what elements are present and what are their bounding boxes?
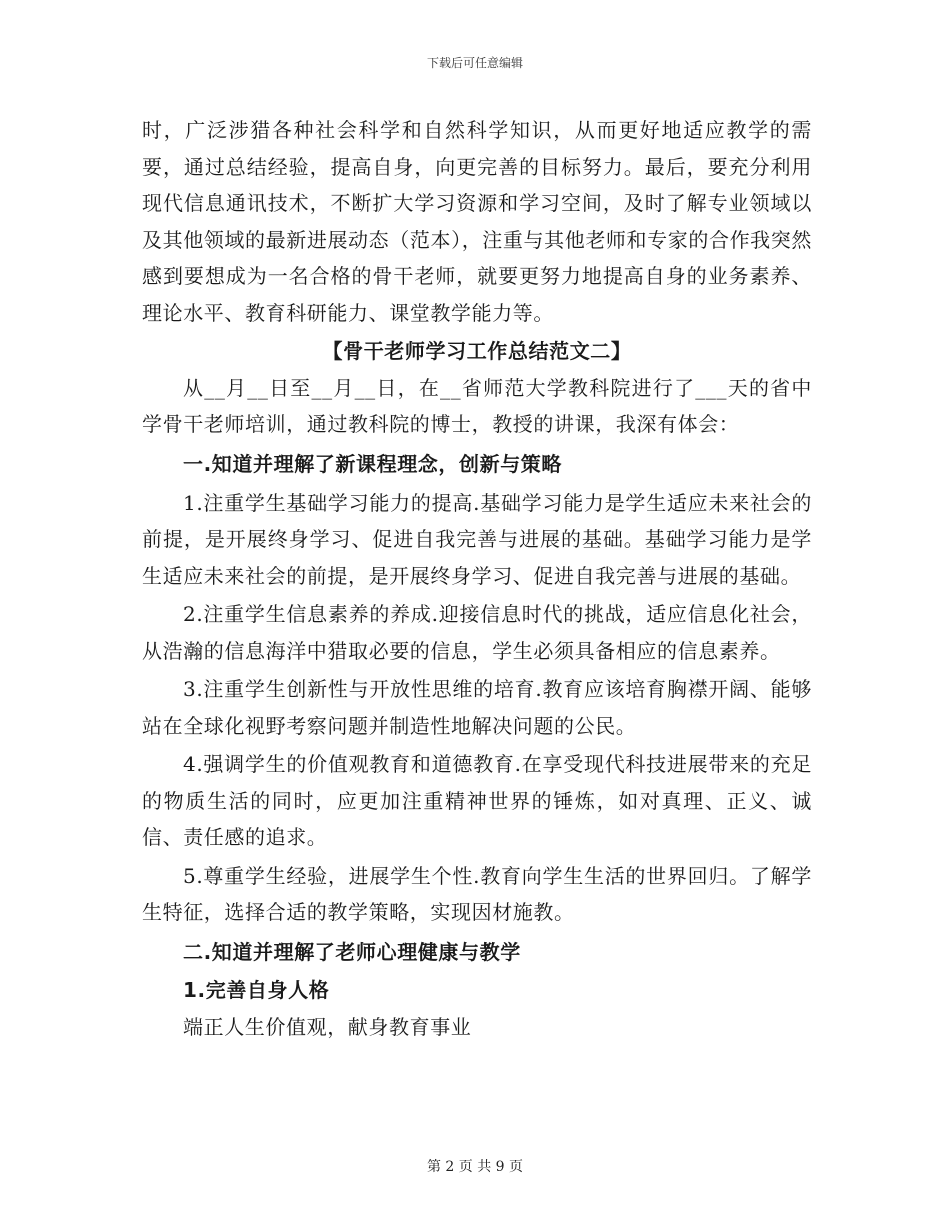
opening-paragraph: 从__月__日至__月__日，在__省师范大学教科院进行了___天的省中学骨干老师培训，通过教科院的博士，教授的讲课，我深有体会：: [142, 375, 812, 436]
last-paragraph: 端正人生价值观，献身教育事业: [183, 1014, 472, 1039]
document-body: [142, 112, 812, 1045]
list-item: 5.尊重学生经验，进展学生个性.教育向学生生活的世界回归。了解学生特征，选择合适的教学策略，实现因材施教。: [142, 863, 812, 924]
list-item: 1.注重学生基础学习能力的提高.基础学习能力是学生适应未来社会的前提，是开展终身学习、促进自我完善与进展的基础。基础学习能力是学生适应未来社会的前提，是开展终身学习、促进自我完善与进展的基础。: [142, 490, 812, 588]
subheading-one: 1.完善自身人格: [183, 977, 330, 1002]
intro-paragraph: 时，广泛涉猎各种社会科学和自然科学知识，从而更好地适应教学的需要，通过总结经验，提高自身，向更完善的目标努力。最后，要充分利用现代信息通讯技术，不断扩大学习资源和学习空间，及时了解专业领域以及其他领域的最新进展动态（范本），注重与其他老师和专家的合作我突然感到要想成为一名合格的骨干老师，就要更努力地提高自身的业务素养、理论水平、教育科研能力、课堂教学能力等。: [142, 118, 812, 325]
heading-two: 二.知道并理解了老师心理健康与教学: [183, 939, 521, 964]
list-item: 3.注重学生创新性与开放性思维的培育.教育应该培育胸襟开阔、能够站在全球化视野考察问题并制造性地解决问题的公民。: [142, 677, 812, 738]
page-number: 第 2 页 共 9 页: [426, 1159, 524, 1175]
list-item: 2.注重学生信息素养的养成.迎接信息时代的挑战，适应信息化社会，从浩瀚的信息海洋中猎取必要的信息，学生必须具备相应的信息素养。: [142, 602, 812, 663]
heading-one: 一.知道并理解了新课程理念，创新与策略: [183, 451, 562, 476]
page-header: 下载后可任意编辑: [426, 56, 523, 70]
list-item: 4.强调学生的价值观教育和道德教育.在享受现代科技进展带来的充足的物质生活的同时，应更加注重精神世界的锤炼，如对真理、正义、诚信、责任感的追求。: [142, 752, 812, 849]
section-title: 【骨干老师学习工作总结范文二】: [322, 339, 632, 363]
